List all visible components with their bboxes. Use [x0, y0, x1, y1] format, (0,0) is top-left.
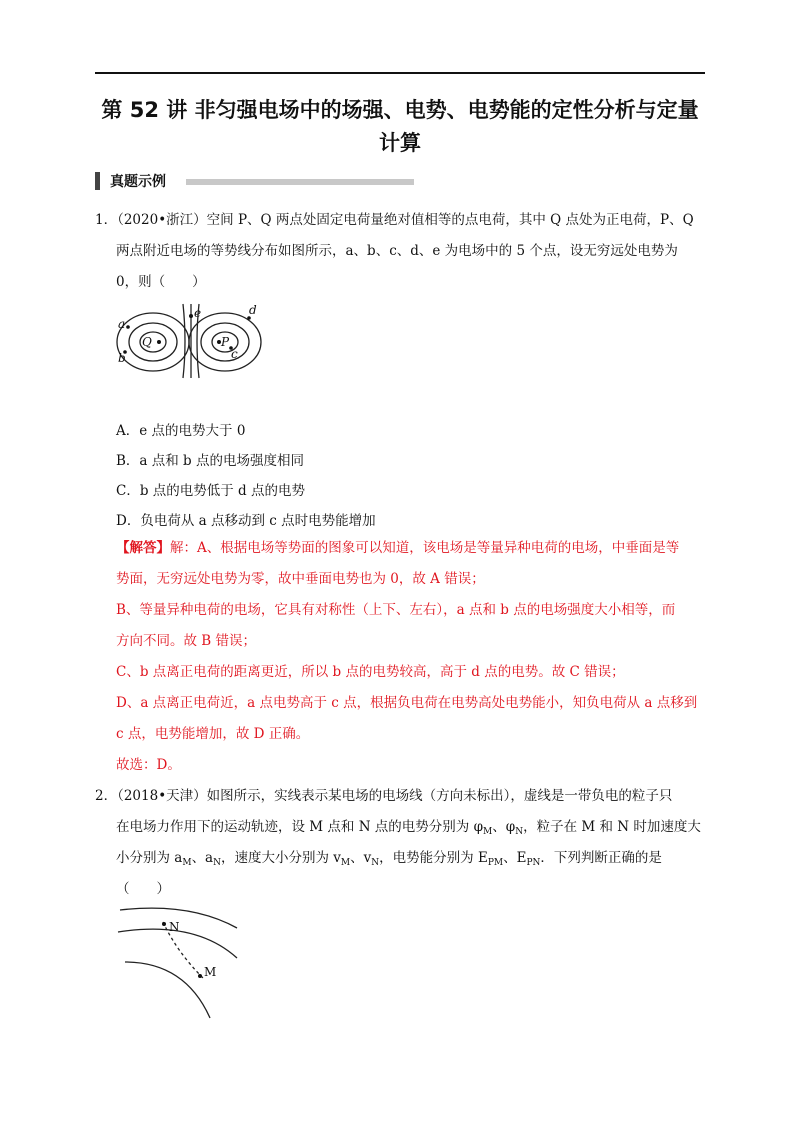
field-line-figure	[115, 900, 245, 1020]
point-m-dot	[198, 974, 202, 978]
q2-line3-part-b: ，速度大小分别为 v	[221, 850, 341, 866]
question-1-line-1: （2020•浙江）空间 P、Q 两点处固定电荷量绝对值相等的点电荷，其中 Q 点处为正电荷，P、Q	[117, 212, 694, 228]
question-2-line-2	[116, 812, 708, 843]
question-1-stem	[95, 205, 707, 236]
q2-line2-part-a: 在电场力作用下的运动轨迹，设 M 点和 N 点的电势分别为 φ	[116, 819, 484, 835]
sub-phi-n: N	[515, 827, 524, 837]
answer-line-6: D、a 点离正电荷近，a 点电势高于 c 点，根据负电荷在电势高处电势能小，知负电荷从 a 点移到	[116, 695, 698, 711]
point-n-dot	[162, 922, 166, 926]
q2-sep-2: 、a	[191, 850, 214, 866]
option-b: B．a 点和 b 点的电场强度相同	[116, 453, 304, 469]
label-q: Q	[142, 335, 152, 349]
section-bar	[95, 172, 100, 190]
answer-block	[116, 533, 708, 781]
q2-line2-part-b: ，粒子在 M 和 N 时加速度大	[523, 819, 701, 835]
question-1-line-2: 两点附近电场的等势线分布如图所示，a、b、c、d、e 为电场中的 5 个点，设无穷远处电势为	[116, 243, 678, 259]
section-header	[95, 170, 166, 192]
sub-e-pn: PN	[526, 858, 541, 868]
q2-sep-3: 、v	[350, 850, 372, 866]
left-curve	[183, 304, 185, 378]
sub-e-pm: PM	[487, 858, 504, 868]
sub-a-n: N	[213, 858, 221, 868]
label-c: c	[231, 347, 238, 361]
q-outer-equipotential	[117, 313, 189, 371]
label-e: e	[194, 306, 202, 320]
answer-tag: 【解答】	[116, 540, 170, 556]
question-2-number: 2．	[95, 788, 118, 804]
label-a: a	[118, 317, 126, 331]
point-e-dot	[189, 314, 193, 318]
question-2-line-1: （2018•天津）如图所示，实线表示某电场的电场线（方向未标出），虚线是一带负电的粒子只	[117, 788, 673, 804]
title-line-2: 计算	[379, 131, 421, 155]
charge-q-dot	[157, 340, 161, 344]
label-d: d	[249, 303, 257, 317]
answer-line-7: c 点，电势能增加，故 D 正确。	[116, 726, 310, 742]
sub-v-m: M	[340, 858, 351, 868]
option-c: C．b 点的电势低于 d 点的电势	[116, 483, 305, 499]
question-2-line-3	[116, 843, 708, 874]
title-line-1: 第 52 讲 非匀强电场中的场强、电势、电势能的定性分析与定量	[101, 98, 699, 122]
option-d: D．负电荷从 a 点移动到 c 点时电势能增加	[116, 513, 376, 529]
q2-line3-part-c: ，电势能分别为 E	[379, 850, 488, 866]
option-a: A．e 点的电势大于 0	[116, 423, 246, 439]
top-rule	[95, 72, 705, 74]
label-m: M	[204, 965, 217, 979]
answer-line-5: C、b 点离正电荷的距离更近，所以 b 点的电势较高，高于 d 点的电势。故 C 错误；	[116, 664, 625, 680]
label-p: P	[221, 335, 230, 349]
answer-line-3: B、等量异种电荷的电场，它具有对称性（上下、左右），a 点和 b 点的电场强度大小相等，而	[116, 602, 676, 618]
q2-line3-part-d: ．下列判断正确的是	[540, 850, 662, 866]
page-title	[95, 94, 705, 160]
answer-line-4: 方向不同。故 B 错误；	[116, 633, 257, 649]
q2-sep-1: 、φ	[492, 819, 516, 835]
sub-a-m: M	[182, 858, 192, 868]
answer-line-8: 故选：D。	[116, 757, 181, 773]
question-1-line-3: 0，则（ ）	[116, 274, 206, 290]
question-2-line-4: （ ）	[116, 881, 170, 897]
answer-line-2: 势面，无穷远处电势为零，故中垂面电势也为 0，故 A 错误；	[116, 571, 485, 587]
sub-phi-m: M	[483, 827, 493, 837]
label-n: N	[169, 920, 180, 934]
q2-line3-part-a: 小分别为 a	[116, 850, 183, 866]
label-b: b	[118, 351, 126, 365]
section-label: 真题示例	[110, 174, 166, 190]
section-divider	[186, 179, 414, 185]
question-1-stem-cont	[116, 236, 708, 298]
sub-v-n: N	[371, 858, 380, 868]
equipotential-figure	[115, 300, 275, 380]
answer-line-1: 解：A、根据电场等势面的图象可以知道，该电场是等量异种电荷的电场，中垂面是等	[170, 540, 680, 556]
question-2-stem-cont	[116, 812, 708, 905]
q-mid-equipotential	[129, 323, 177, 361]
field-line-3	[125, 962, 210, 1018]
point-a-dot	[126, 325, 130, 329]
q2-sep-4: 、E	[503, 850, 527, 866]
question-2-stem	[95, 781, 707, 812]
question-1-number: 1．	[95, 212, 118, 228]
